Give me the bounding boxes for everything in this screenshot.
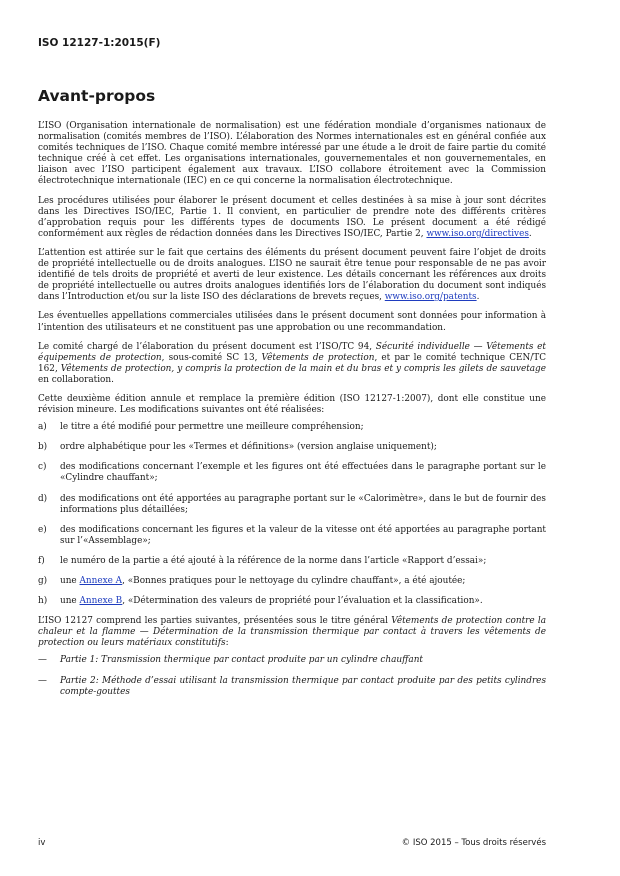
paragraph-edition: Cette deuxième édition annule et remplace la première édition (ISO 12127-1:2007), dont elle constitue une révision mineure. Les modifications suivantes ont été réalisées:: [38, 393, 546, 416]
document-id: ISO 12127-1:2015(F): [38, 37, 161, 49]
list-item: e) des modifications concernant les figures et la valeur de la vitesse ont été apportées au paragraphe portant sur l’«Assemblage»;: [38, 524, 546, 546]
annex-a-link[interactable]: Annexe A: [79, 576, 123, 586]
patents-link[interactable]: www.iso.org/patents: [384, 292, 477, 303]
directives-link[interactable]: www.iso.org/directives: [426, 228, 529, 239]
paragraph-parts-intro: L’ISO 12127 comprend les parties suivantes, présentées sous le titre général Vêtements de protection contre la chaleur et la flamme — Détermination de la transmission thermique par contact à travers les vêtements de protection ou leurs matériaux constitutifs:: [38, 616, 546, 649]
list-item: f) le numéro de la partie a été ajouté à la référence de la norme dans l’article «Rapport d’essai»;: [38, 555, 487, 566]
annex-b-link[interactable]: Annexe B: [79, 596, 123, 607]
page-number: iv: [38, 838, 46, 848]
list-item-annex-b: h) une Annexe B, «Détermination des valeurs de propriété pour l’évaluation et la classification».: [38, 596, 483, 607]
list-item-part-2: — Partie 2: Méthode d’essai utilisant la transmission thermique par contact produite par des petits cylindres compte-gouttes: [38, 675, 546, 697]
list-item: a) le titre a été modifié pour permettre une meilleure compréhension;: [38, 422, 364, 433]
page-title: Avant-propos: [38, 87, 156, 105]
list-item: b) ordre alphabétique pour les «Termes et définitions» (version anglaise uniquement);: [38, 442, 437, 453]
list-item-annex-a: g) une Annexe A, «Bonnes pratiques pour le nettoyage du cylindre chauffant», a été ajoutée;: [38, 576, 466, 586]
paragraph-trade-names: Les éventuelles appellations commerciales utilisées dans le présent document sont données pour information à l’intention des utilisateurs et ne constituent pas une approbation ou une recommandation.: [38, 311, 546, 333]
paragraph-patents: L’attention est attirée sur le fait que certains des éléments du présent document peuvent faire l’objet de droits de propriété intellectuelle ou de droits analogues. L’ISO ne saurait être tenue pour responsable de ne pas avoir identifié de tels droits de propriété et averti de leur existence. Les détails concernant les références aux droits de propriété intellectuelle ou autres droits analogues identifiés lors de l’élaboration du document sont indiqués dans l’Introduction et/ou sur la liste ISO des déclarations de brevets reçues, www.iso.org/patents.: [38, 247, 546, 303]
paragraph-iso-intro: L’ISO (Organisation internationale de normalisation) est une fédération mondiale d’organismes nationaux de normalisation (comités membres de l’ISO). L’élaboration des Normes internationales est en général confiée aux comités techniques de l’ISO. Chaque comité membre intéressé par une étude a le droit de faire partie du comité technique créé à cet effet. Les organisations internationales, gouvernementales et non gouvernementales, en liaison avec l’ISO participent également aux travaux. L’ISO collabore étroitement avec la Commission électrotechnique internationale (IEC) en ce qui concerne la normalisation électrotechnique.: [38, 121, 546, 187]
paragraph-procedures: Les procédures utilisées pour élaborer le présent document et celles destinées à sa mise à jour sont décrites dans les Directives ISO/IEC, Partie 1. Il convient, en particulier de prendre note des différents critères d’approbation requis pour les différents types de documents ISO. Le présent document a été rédigé conformément aux règles de rédaction données dans les Directives ISO/IEC, Partie 2, www.iso.org/directives.: [38, 195, 546, 239]
document-body: [38, 121, 546, 707]
copyright-notice: © ISO 2015 – Tous droits réservés: [401, 838, 546, 848]
list-item: c) des modifications concernant l’exemple et les figures ont été effectuées dans le paragraphe portant sur le «Cylindre chauffant»;: [38, 462, 546, 484]
paragraph-committee: Le comité chargé de l’élaboration du présent document est l’ISO/TC 94, Sécurité individuelle — Vêtements et équipements de protection, sous-comité SC 13, Vêtements de protection, et par le comité technique CEN/TC 162, Vêtements de protection, y compris la protection de la main et du bras et y compris les gilets de sauvetage en collaboration.: [38, 341, 547, 385]
list-item: d) des modifications ont été apportées au paragraphe portant sur le «Calorimètre», dans le but de fournir des informations plus détaillées;: [38, 493, 546, 515]
list-item-part-1: — Partie 1: Transmission thermique par contact produite par un cylindre chauffant: [38, 655, 423, 666]
